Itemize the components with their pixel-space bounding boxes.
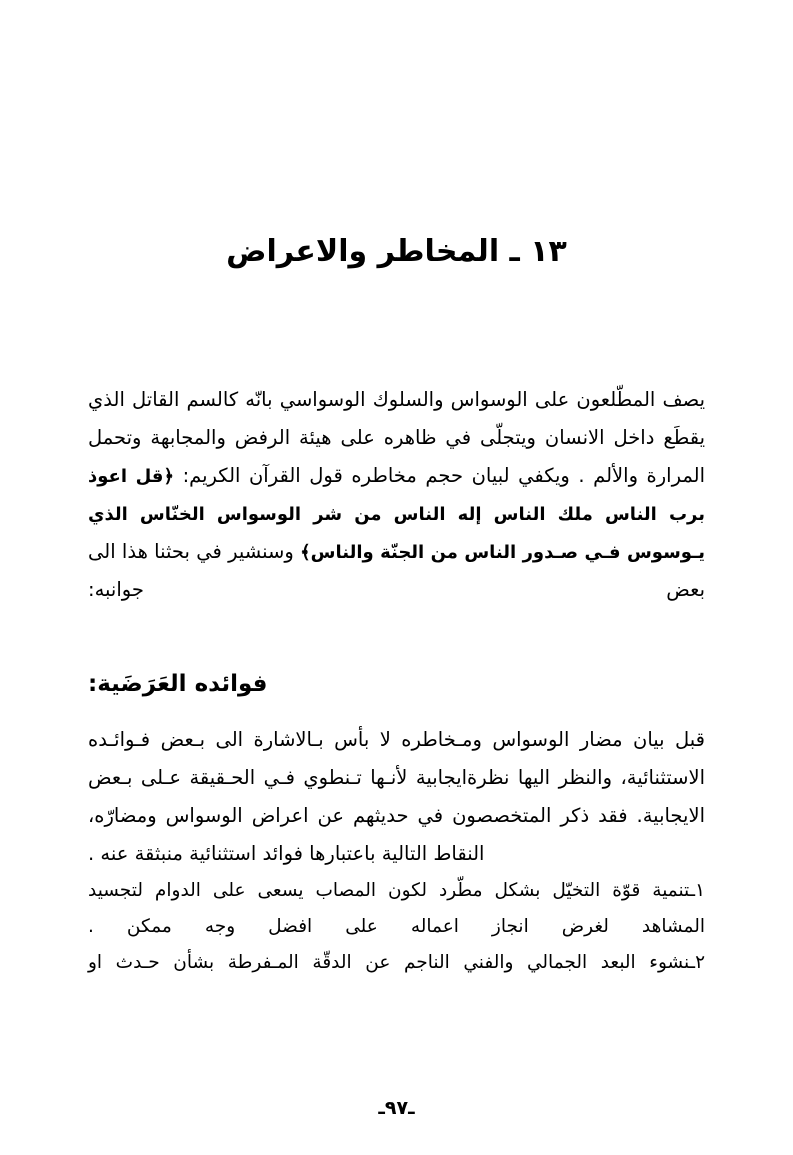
- list-item: [88, 945, 705, 981]
- list-item: [88, 873, 705, 945]
- page-number: ـ٩٧ـ: [378, 1097, 415, 1119]
- paragraph-benefits: قبل بيان مضار الوسواس ومـخاطره لا بأس بـالاشارة الى بـعض فـوائـده الاستثنائية، والنظر اليها نظرةايجابية لأنـها تـنطوي فـي الحـقيقة عـلى بـعض الايجابية. فقد ذكر المتخصصون في حديثهم عن اعراض الوسواس ومضارّه، النقاط التالية باعتبارها فوائد استثنائية منبثقة عنه .: [88, 728, 705, 866]
- page-title: ١٣ ـ المخاطر والاعراض: [226, 234, 567, 269]
- list-item-marker: ٢ـ: [689, 952, 705, 974]
- paragraph-intro-text-1: يصف المطّلعون على الوسواس والسلوك الوسواسي بانّه كالسم القاتل الذي يقطَع داخل الانسان ويتجلّى في ظاهره على هيئة الرفض والمجابهة وتحمل المرارة والألم . ويكفي لبيان حجم مخاطره قول القرآن الكريم:: [88, 388, 705, 488]
- paragraph-intro: [88, 381, 705, 609]
- list-item-text: تنمية قوّة التخيّل بشكل مطّرد لكون المصاب يسعى على الدوام لتجسيد: [88, 880, 690, 902]
- paragraph-intro-text-2: وسنشير في بحثنا هذا الى بعض جوانبه:: [88, 540, 705, 602]
- list-item-text: نشوء البعد الجمالي والفني الناجم عن الدقّة المـفرطة بشأن حـدث او: [88, 952, 690, 974]
- quran-verse-quote: ﴿قل اعوذ برب الناس ملك الناس إله الناس من شر الوسواس الخنّاس الذي يـوسوس فـي صـدور الناس من الجنّة والناس﴾: [88, 466, 705, 564]
- list-item-marker: ١ـ: [689, 880, 705, 902]
- list-item-continuation: المشاهد لغرض انجاز اعماله على افضل وجه ممكن .: [88, 916, 705, 938]
- section-heading-benefits: فوائده العَرَضَية:: [88, 671, 268, 698]
- body-text-block: [88, 381, 705, 609]
